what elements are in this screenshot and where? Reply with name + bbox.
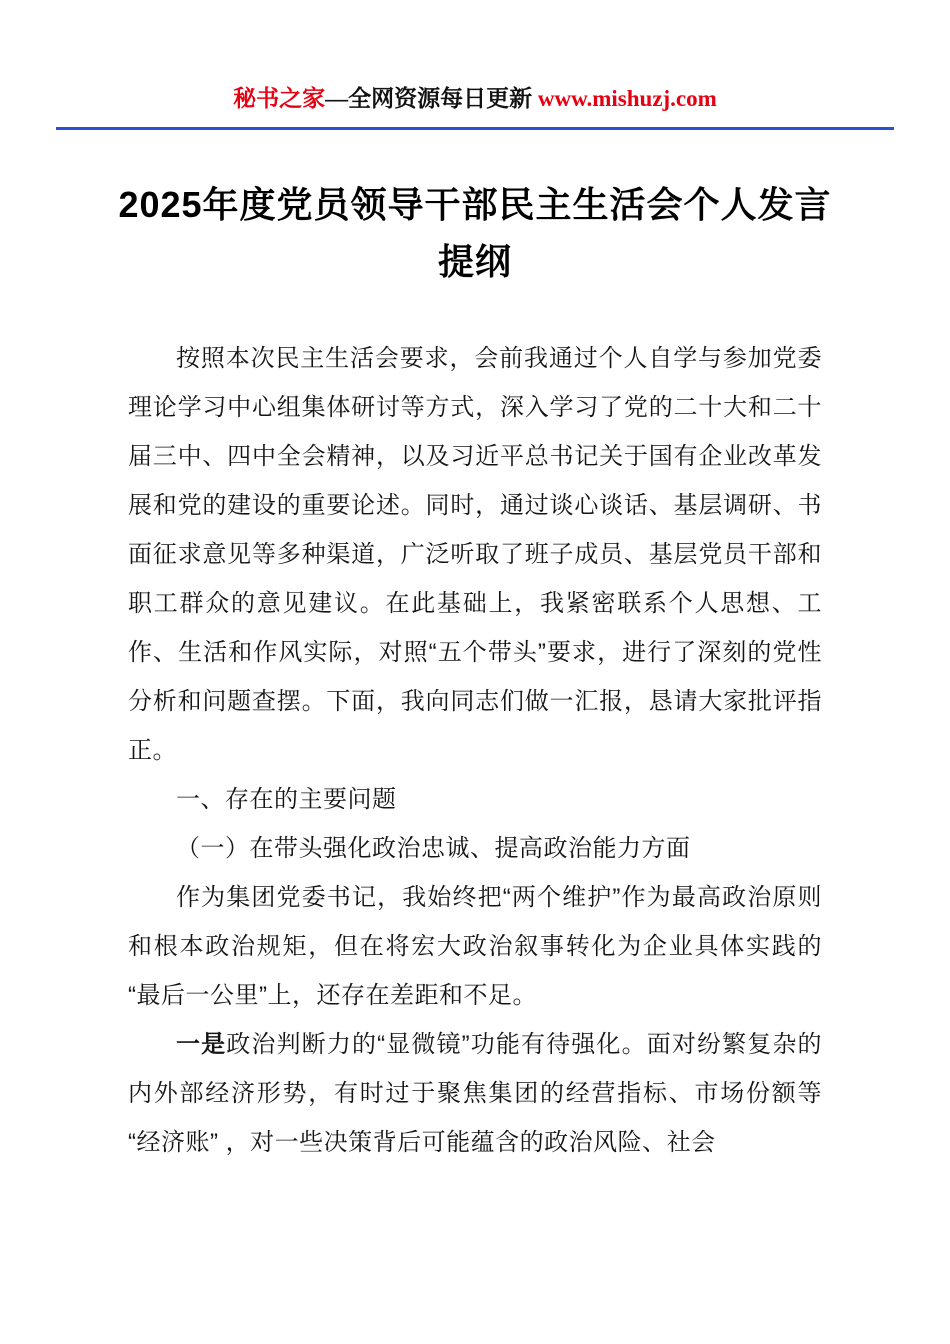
paragraph-text: 按照本次民主生活会要求，会前我通过个人自学与参加党委理论学习中心组集体研讨等方式，深入学习了党的二十大和二十届三中、四中全会精神，以及习近平总书记关于国有企业改革发展和党的建设的重要论述。同时，通过谈心谈话、基层调研、书面征求意见等多种渠道，广泛听取了班子成员、基层党员干部和职工群众的意见建议。在此基础上，我紧密联系个人思想、工作、生活和作风实际，对照“五个带头”要求，进行了深刻的党性分析和问题查摆。下面，我向同志们做一汇报，恳请大家批评指正。	[128, 345, 822, 764]
paragraph-subsection-heading	[128, 824, 822, 873]
paragraph-body	[128, 873, 822, 1020]
title-line-1: 2025年度党员领导干部民主生活会个人发言	[118, 184, 832, 225]
document-body	[128, 334, 822, 1167]
header-tagline: —全网资源每日更新	[325, 86, 538, 111]
site-name: 秘书之家	[233, 86, 326, 111]
site-url-link[interactable]: www.mishuzj.com	[537, 86, 717, 111]
paragraph-text: 一、存在的主要问题	[176, 786, 397, 813]
document-header	[0, 84, 950, 114]
paragraph-text: 作为集团党委书记，我始终把“两个维护”作为最高政治原则和根本政治规矩，但在将宏大政治叙事转化为企业具体实践的“最后一公里”上，还存在差距和不足。	[128, 884, 822, 1009]
paragraph-lead: 一是	[176, 1031, 227, 1058]
document-title	[0, 176, 950, 290]
paragraph-text: （一）在带头强化政治忠诚、提高政治能力方面	[176, 835, 691, 862]
paragraph-section-heading	[128, 775, 822, 824]
header-divider-line	[56, 127, 894, 130]
paragraph-intro	[128, 334, 822, 775]
title-line-2: 提纲	[437, 241, 512, 282]
paragraph-point-one	[128, 1020, 822, 1167]
paragraph-text: 政治判断力的“显微镜”功能有待强化。面对纷繁复杂的内外部经济形势，有时过于聚焦集团的经营指标、市场份额等“经济账” ，对一些决策背后可能蕴含的政治风险、社会	[128, 1031, 823, 1156]
